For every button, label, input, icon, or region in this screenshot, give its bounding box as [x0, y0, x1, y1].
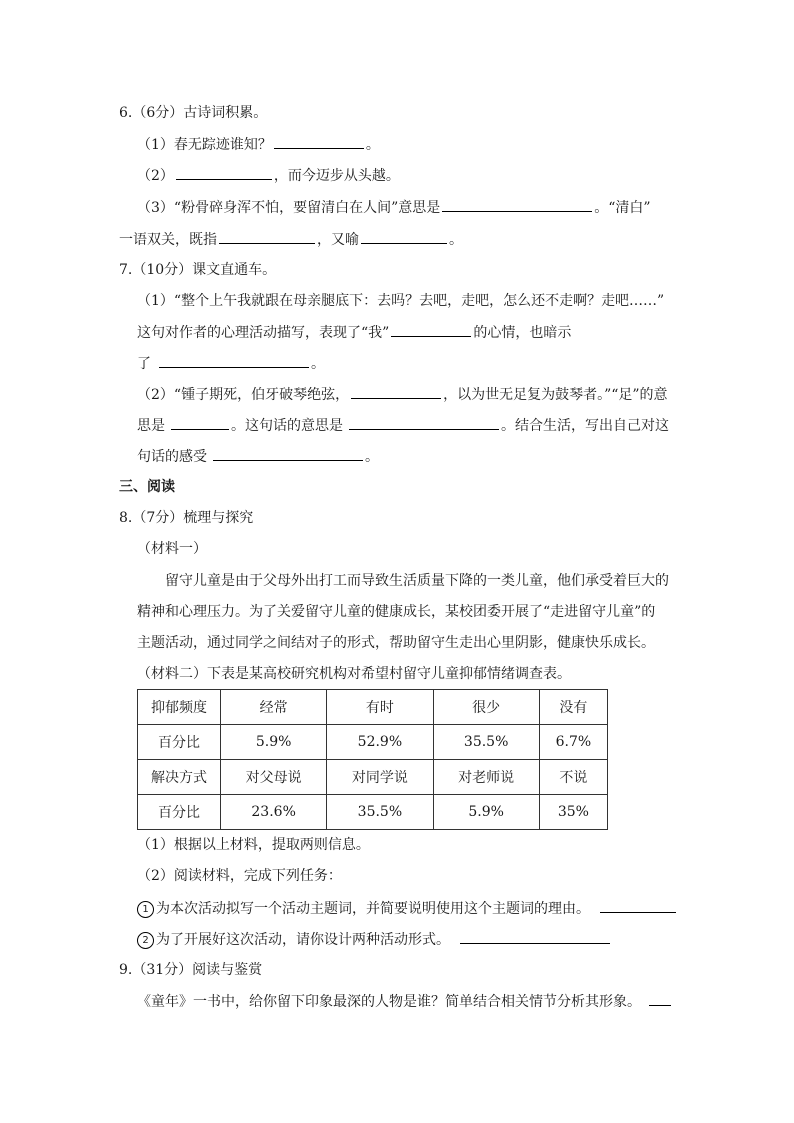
answer-blank[interactable] — [361, 229, 447, 244]
table-cell: 35.5% — [433, 725, 539, 760]
q7-item-2-line3-start: 句话的感受 — [137, 449, 207, 465]
answer-blank[interactable] — [219, 229, 315, 244]
material-1-line: 留守儿童是由于父母外出打工而导致生活质量下降的一类儿童，他们承受着巨大的 — [165, 573, 669, 589]
answer-blank[interactable] — [349, 415, 499, 430]
q7-item-1-line1: （1）“整个上午我就跟在母亲腿底下：去吗？去吧，走吧，怎么还不走啊？走吧……” — [137, 293, 665, 309]
table-cell: 解决方式 — [138, 760, 221, 795]
q7-item-1-line3-end: 。 — [311, 356, 325, 372]
material-1-line: 主题活动，通过同学之间结对子的形式，帮助留守生走出心里阴影，健康快乐成长。 — [137, 635, 655, 651]
answer-blank[interactable] — [159, 353, 309, 368]
answer-blank[interactable] — [460, 929, 610, 944]
table-cell: 35.5% — [327, 795, 433, 830]
q6-item-3b-start: 一语双关，既指 — [119, 232, 217, 248]
q6-item-1-end: 。 — [365, 137, 380, 153]
table-row — [138, 725, 608, 760]
answer-blank[interactable] — [649, 991, 671, 1006]
table-cell: 百分比 — [138, 725, 221, 760]
q7-item-2-line1-start: （2）“锺子期死，伯牙破琴绝弦， — [137, 387, 350, 403]
circled-number: 2 — [137, 932, 154, 949]
table-cell: 对父母说 — [221, 760, 327, 795]
survey-table — [137, 689, 608, 830]
q6-item-1-text: （1）春无踪迹谁知？ — [137, 137, 272, 153]
q7-item-2-line2-end: 。结合生活，写出自己对这 — [501, 418, 669, 434]
table-cell: 没有 — [539, 690, 607, 725]
table-cell: 经常 — [221, 690, 327, 725]
table-cell: 35% — [539, 795, 607, 830]
q7-item-2-line2-start: 思是 — [137, 418, 165, 434]
material-1-label: （材料一） — [137, 541, 207, 557]
table-cell: 对老师说 — [433, 760, 539, 795]
q6-item-3-cont — [119, 229, 463, 250]
answer-blank[interactable] — [600, 898, 676, 913]
table-cell: 很少 — [433, 690, 539, 725]
q8-subtask-1-text: 为本次活动拟写一个活动主题词，并简要说明使用这个主题词的理由。 — [156, 901, 590, 917]
q6-item-1 — [137, 134, 380, 155]
q7-item-2-line3-end: 。 — [365, 449, 379, 465]
answer-blank[interactable] — [171, 415, 229, 430]
q7-item-1-line3 — [137, 353, 325, 374]
table-cell: 百分比 — [138, 795, 221, 830]
q9-prompt — [137, 991, 673, 1012]
table-cell: 52.9% — [327, 725, 433, 760]
table-cell: 6.7% — [539, 725, 607, 760]
q7-item-2-line2-mid: 。这句话的意思是 — [231, 418, 343, 434]
q8-subtask-2-text: 为了开展好这次活动，请你设计两种活动形式。 — [156, 932, 450, 948]
answer-blank[interactable] — [351, 384, 441, 399]
material-2-intro: （材料二）下表是某高校研究机构对希望村留守儿童抑郁情绪调查表。 — [137, 666, 571, 682]
q7-item-2-line3 — [137, 446, 379, 467]
q6-item-2-end: ，而今迈步从头越。 — [273, 168, 400, 184]
table-cell: 23.6% — [221, 795, 327, 830]
answer-blank[interactable] — [176, 165, 272, 180]
q7-item-2-line1 — [137, 384, 668, 405]
circled-number: 1 — [137, 901, 154, 918]
table-row — [138, 690, 608, 725]
table-cell: 有时 — [327, 690, 433, 725]
q8-header: 8.（7分）梳理与探究 — [119, 510, 254, 526]
answer-blank[interactable] — [391, 322, 471, 337]
q8-task-1: （1）根据以上材料，提取两则信息。 — [137, 837, 370, 853]
q6-item-3-end: 。“清白” — [594, 200, 651, 216]
table-row — [138, 795, 608, 830]
q6-item-3b-end: 。 — [449, 232, 463, 248]
table-cell: 不说 — [539, 760, 607, 795]
q7-item-1-line2-start: 这句对作者的心理活动描写，表现了“我” — [137, 325, 390, 341]
q6-item-3b-mid: ，又喻 — [317, 232, 359, 248]
table-cell: 抑郁频度 — [138, 690, 221, 725]
q6-header: 6.（6分）古诗词积累。 — [119, 105, 268, 121]
table-row — [138, 760, 608, 795]
q9-header: 9.（31分）阅读与鉴赏 — [119, 962, 263, 978]
answer-blank[interactable] — [442, 197, 592, 212]
table-cell: 对同学说 — [327, 760, 433, 795]
table-cell: 5.9% — [221, 725, 327, 760]
q7-item-1-line2 — [137, 322, 674, 343]
answer-blank[interactable] — [274, 134, 364, 149]
q8-subtask-1 — [137, 898, 678, 919]
q7-item-1-line3-start: 了 — [137, 356, 151, 372]
q7-header: 7.（10分）课文直通车。 — [119, 262, 277, 278]
q7-item-1-line2-end: 的心情，也暗示 — [473, 325, 572, 341]
section-heading: 三、阅读 — [119, 479, 175, 495]
q7-item-2-line2 — [137, 415, 669, 436]
q8-task-2: （2）阅读材料，完成下列任务： — [137, 868, 342, 884]
q7-item-2-line1-end: ，以为世无足复为鼓琴者。”“足”的意 — [443, 387, 668, 403]
material-1-line: 精神和心理压力。为了关爱留守儿童的健康成长，某校团委开展了“走进留守儿童”的 — [137, 604, 656, 620]
q9-prompt-text: 《童年》一书中，给你留下印象最深的人物是谁？简单结合相关情节分析其形象。 — [137, 994, 641, 1010]
q6-item-3-start: （3）“粉骨碎身浑不怕，要留清白在人间”意思是 — [137, 200, 441, 216]
answer-blank[interactable] — [213, 446, 363, 461]
q6-item-3 — [137, 197, 651, 218]
q8-subtask-2 — [137, 929, 612, 950]
q6-item-2 — [137, 165, 400, 186]
table-cell: 5.9% — [433, 795, 539, 830]
q6-item-2-start: （2） — [137, 168, 174, 184]
